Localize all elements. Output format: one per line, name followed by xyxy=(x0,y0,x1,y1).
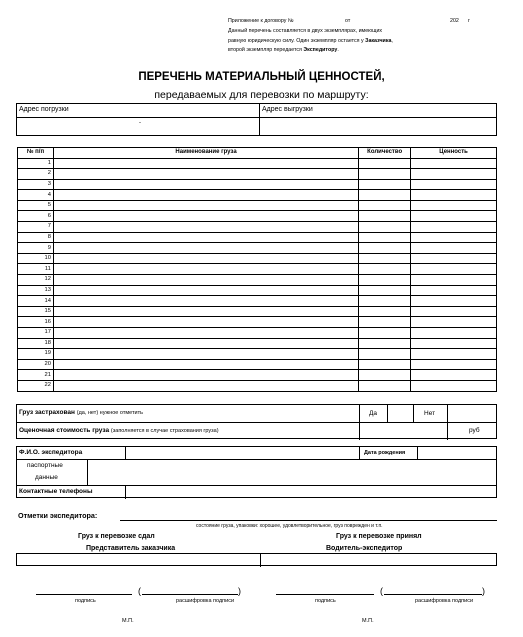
sender-decode-caption: расшифровка подписи xyxy=(176,598,235,604)
column-header-number: № п/п xyxy=(18,148,54,159)
row-number: 11 xyxy=(18,264,54,275)
table-row xyxy=(18,285,497,296)
notes-label: Отметки экспедитора: xyxy=(18,511,98,520)
quantity-cell[interactable] xyxy=(359,211,411,222)
page-subtitle: передаваемых для перевозки по маршруту: xyxy=(154,89,369,101)
value-cell[interactable] xyxy=(411,296,497,307)
insured-hint: (да, нет) нужное отметить xyxy=(76,410,143,416)
row-number: 13 xyxy=(18,285,54,296)
row-number: 21 xyxy=(18,370,54,381)
birth-date-label: Дата рождения xyxy=(364,450,406,456)
assessed-value-hint: (заполняется в случае страхования груза) xyxy=(110,428,219,434)
cargo-name-cell[interactable] xyxy=(53,338,358,349)
table-row xyxy=(18,158,497,169)
quantity-cell[interactable] xyxy=(359,200,411,211)
row-number: 7 xyxy=(18,222,54,233)
document-header xyxy=(228,17,488,56)
row-number: 8 xyxy=(18,232,54,243)
quantity-cell[interactable] xyxy=(359,264,411,275)
value-cell[interactable] xyxy=(411,328,497,339)
column-header-name: Наименование груза xyxy=(53,148,358,159)
cargo-name-cell[interactable] xyxy=(53,306,358,317)
receiver-sign-caption: подпись xyxy=(315,598,336,604)
cargo-name-cell[interactable] xyxy=(53,370,358,381)
row-number: 4 xyxy=(18,190,54,201)
assessed-value-label: Оценочная стоимость груза xyxy=(19,427,110,434)
table-row xyxy=(18,317,497,328)
value-cell[interactable] xyxy=(411,222,497,233)
row-number: 20 xyxy=(18,359,54,370)
quantity-cell[interactable] xyxy=(359,285,411,296)
cargo-table xyxy=(17,147,497,392)
quantity-cell[interactable] xyxy=(359,338,411,349)
table-row xyxy=(18,370,497,381)
cargo-name-cell[interactable] xyxy=(53,253,358,264)
insured-row xyxy=(19,409,143,416)
header-line-2: Данный перечень составляется в двух экземплярах, имеющих xyxy=(228,28,383,34)
insured-yes-checkbox[interactable] xyxy=(388,406,412,421)
driver-forwarder-field[interactable] xyxy=(262,555,496,565)
passport-label-1: паспортные xyxy=(27,462,63,469)
row-number: 2 xyxy=(18,169,54,180)
table-row xyxy=(18,338,497,349)
value-cell[interactable] xyxy=(411,370,497,381)
receiver-bracket-close: ) xyxy=(482,586,485,596)
loading-address-label: Адрес погрузки xyxy=(19,106,69,113)
row-number: 3 xyxy=(18,179,54,190)
value-cell[interactable] xyxy=(411,169,497,180)
receiver-decode-line[interactable] xyxy=(384,594,482,595)
row-number: 6 xyxy=(18,211,54,222)
sender-decode-line[interactable] xyxy=(142,594,238,595)
from-label: от xyxy=(345,18,351,24)
row-number: 12 xyxy=(18,275,54,286)
loading-address-box[interactable] xyxy=(16,103,260,136)
quantity-cell[interactable] xyxy=(359,190,411,201)
row-number: 19 xyxy=(18,349,54,360)
value-cell[interactable] xyxy=(411,211,497,222)
receiver-stamp: М.П. xyxy=(362,618,374,624)
sender-bracket-open: ( xyxy=(138,586,141,596)
receiver-signature-line[interactable] xyxy=(276,594,374,595)
row-number: 1 xyxy=(18,158,54,169)
cargo-name-cell[interactable] xyxy=(53,275,358,286)
table-row xyxy=(18,169,497,180)
value-cell[interactable] xyxy=(411,349,497,360)
table-row xyxy=(18,179,497,190)
cargo-name-cell[interactable] xyxy=(53,285,358,296)
quantity-cell[interactable] xyxy=(359,317,411,328)
appendix-label: Приложение к договору № xyxy=(228,18,294,24)
receiver-bracket-open: ( xyxy=(380,586,383,596)
loading-address-value: - xyxy=(139,120,141,126)
quantity-cell[interactable] xyxy=(359,232,411,243)
customer-word: Заказчика xyxy=(365,37,392,44)
table-row xyxy=(18,349,497,360)
sender-role: Представитель заказчика xyxy=(86,545,176,552)
sender-title: Груз к перевозке сдал xyxy=(78,533,155,540)
birth-date-field[interactable] xyxy=(418,448,496,458)
value-cell[interactable] xyxy=(411,243,497,254)
table-row xyxy=(18,200,497,211)
quantity-cell[interactable] xyxy=(359,253,411,264)
cargo-name-cell[interactable] xyxy=(53,317,358,328)
currency-label: руб xyxy=(469,427,480,434)
column-header-quantity: Количество xyxy=(359,148,411,159)
unloading-address-label: Адрес выгрузки xyxy=(262,106,313,113)
table-row xyxy=(18,264,497,275)
row-number: 18 xyxy=(18,338,54,349)
forwarder-block xyxy=(16,446,497,498)
cargo-name-cell[interactable] xyxy=(53,211,358,222)
quantity-cell[interactable] xyxy=(359,359,411,370)
cargo-name-cell[interactable] xyxy=(53,232,358,243)
cargo-name-cell[interactable] xyxy=(53,359,358,370)
value-cell[interactable] xyxy=(411,338,497,349)
assessed-value-row xyxy=(19,427,219,434)
quantity-cell[interactable] xyxy=(359,169,411,180)
value-cell[interactable] xyxy=(411,200,497,211)
value-cell[interactable] xyxy=(411,275,497,286)
cargo-name-cell[interactable] xyxy=(53,380,358,391)
value-cell[interactable] xyxy=(411,158,497,169)
unloading-address-box[interactable] xyxy=(259,103,497,136)
assessed-value-field[interactable] xyxy=(360,423,446,439)
cargo-name-cell[interactable] xyxy=(53,349,358,360)
table-row xyxy=(18,243,497,254)
cargo-name-cell[interactable] xyxy=(53,328,358,339)
insured-no-label: Нет xyxy=(424,410,436,417)
quantity-cell[interactable] xyxy=(359,328,411,339)
value-cell[interactable] xyxy=(411,179,497,190)
insured-no-checkbox[interactable] xyxy=(448,406,496,421)
table-row xyxy=(18,359,497,370)
table-row xyxy=(18,211,497,222)
forwarder-name-label: Ф.И.О. экспедитора xyxy=(19,449,83,456)
quantity-cell[interactable] xyxy=(359,296,411,307)
value-cell[interactable] xyxy=(411,264,497,275)
table-row xyxy=(18,275,497,286)
row-number: 14 xyxy=(18,296,54,307)
quantity-cell[interactable] xyxy=(359,349,411,360)
quantity-cell[interactable] xyxy=(359,158,411,169)
insurance-block xyxy=(16,404,497,439)
cargo-name-cell[interactable] xyxy=(53,179,358,190)
year-label: 202 xyxy=(450,18,459,24)
value-cell[interactable] xyxy=(411,190,497,201)
column-header-value: Ценность xyxy=(411,148,497,159)
row-number: 10 xyxy=(18,253,54,264)
value-cell[interactable] xyxy=(411,285,497,296)
quantity-cell[interactable] xyxy=(359,275,411,286)
quantity-cell[interactable] xyxy=(359,222,411,233)
forwarder-word: Экспедитору xyxy=(303,47,338,53)
row-number: 15 xyxy=(18,306,54,317)
insured-label: Груз застрахован xyxy=(19,409,75,416)
value-cell[interactable] xyxy=(411,380,497,391)
year-suffix: г xyxy=(468,18,470,24)
cargo-name-cell[interactable] xyxy=(53,264,358,275)
table-row xyxy=(18,306,497,317)
phones-field[interactable] xyxy=(126,486,496,498)
notes-line[interactable] xyxy=(120,520,497,521)
cargo-name-cell[interactable] xyxy=(53,190,358,201)
table-row xyxy=(18,296,497,307)
passport-label-2: данные xyxy=(35,474,58,481)
table-row xyxy=(18,190,497,201)
table-header-row xyxy=(18,148,497,159)
insured-yes-label: Да xyxy=(369,410,378,417)
receiver-role: Водитель-экспедитор xyxy=(326,545,403,552)
quantity-cell[interactable] xyxy=(359,243,411,254)
cargo-name-cell[interactable] xyxy=(53,158,358,169)
header-line-3: равную юридическую силу. Один экземпляр остается у Заказчика, xyxy=(228,37,393,44)
customer-representative-field[interactable] xyxy=(18,555,258,565)
sender-stamp: М.П. xyxy=(122,618,134,624)
value-cell[interactable] xyxy=(411,359,497,370)
table-row xyxy=(18,232,497,243)
quantity-cell[interactable] xyxy=(359,306,411,317)
notes-hint: состояние груза, упаковки: хорошее, удовлетворительное, груз поврежден и т.п. xyxy=(196,523,383,529)
cargo-name-cell[interactable] xyxy=(53,200,358,211)
row-number: 16 xyxy=(18,317,54,328)
quantity-cell[interactable] xyxy=(359,179,411,190)
forwarder-name-field[interactable] xyxy=(126,448,358,458)
sender-signature-line[interactable] xyxy=(36,594,132,595)
table-row xyxy=(18,222,497,233)
representatives-box xyxy=(16,553,497,566)
quantity-cell[interactable] xyxy=(359,380,411,391)
page-title: ПЕРЕЧЕНЬ МАТЕРИАЛЬНЫЙ ЦЕННОСТЕЙ, xyxy=(138,71,385,83)
row-number: 22 xyxy=(18,380,54,391)
cargo-name-cell[interactable] xyxy=(53,169,358,180)
value-cell[interactable] xyxy=(411,306,497,317)
value-cell[interactable] xyxy=(411,317,497,328)
passport-field[interactable] xyxy=(88,460,496,484)
cargo-name-cell[interactable] xyxy=(53,222,358,233)
row-number: 17 xyxy=(18,328,54,339)
receiver-title: Груз к перевозке принял xyxy=(336,533,422,540)
value-cell[interactable] xyxy=(411,232,497,243)
sender-bracket-close: ) xyxy=(238,586,241,596)
phones-label: Контактные телефоны xyxy=(19,488,93,495)
table-row xyxy=(18,380,497,391)
sender-sign-caption: подпись xyxy=(75,598,96,604)
cargo-name-cell[interactable] xyxy=(53,296,358,307)
row-number: 9 xyxy=(18,243,54,254)
table-row xyxy=(18,253,497,264)
table-row xyxy=(18,328,497,339)
row-number: 5 xyxy=(18,200,54,211)
quantity-cell[interactable] xyxy=(359,370,411,381)
value-cell[interactable] xyxy=(411,253,497,264)
cargo-name-cell[interactable] xyxy=(53,243,358,254)
header-line-4: второй экземпляр передается Экспедитору. xyxy=(228,47,339,53)
receiver-decode-caption: расшифровка подписи xyxy=(415,598,474,604)
